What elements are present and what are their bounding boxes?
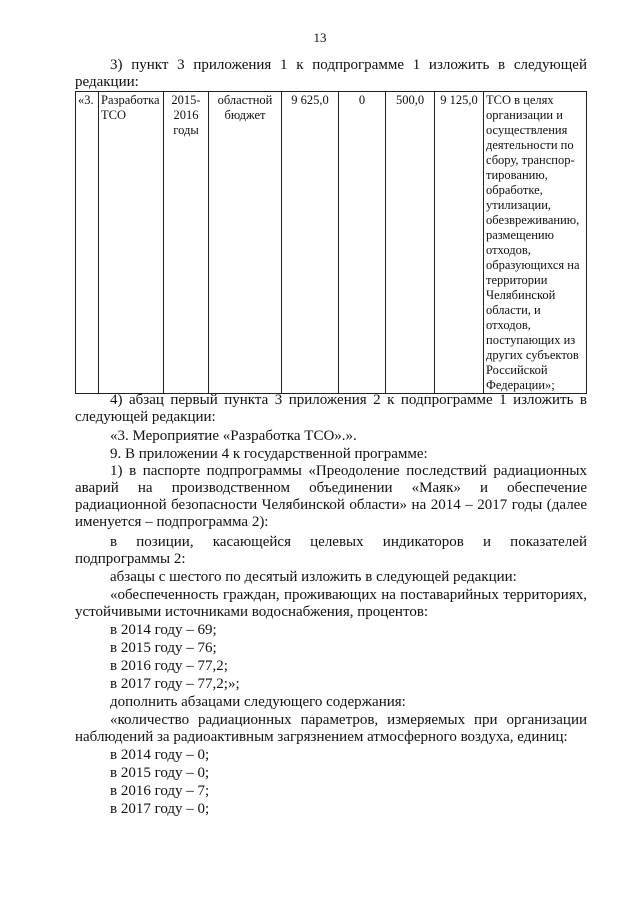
item-9-heading: 9. В приложении 4 к государственной программе: <box>110 446 428 462</box>
cell-years: 2015-2016 годы <box>164 92 209 394</box>
radiation-params-line-2: наблюдений за радиоактивным загрязнением атмосферного воздуха, единиц: <box>75 729 568 745</box>
add-paragraphs-instruction: дополнить абзацами следующего содержания: <box>110 694 406 710</box>
cell-number: «3. <box>76 92 99 394</box>
radiation-params-line-1: «количество радиационных параметров, измеряемых при организации <box>110 712 587 728</box>
cell-total: 9 625,0 <box>282 92 339 394</box>
item-9-1-line-3: радиационной безопасности Челябинской области» на 2014 – 2017 годы (далее <box>75 497 587 513</box>
item-3-line-2: редакции: <box>75 74 139 90</box>
water-2015: в 2015 году – 76; <box>110 640 217 656</box>
position-line-1: в позиции, касающейся целевых индикаторов и показателей <box>110 534 587 550</box>
item-9-1-line-1: 1) в паспорте подпрограммы «Преодоление последствий радиационных <box>110 463 587 479</box>
cell-2016: 9 125,0 <box>435 92 484 394</box>
item-4-line-2: следующей редакции: <box>75 409 216 425</box>
item-4-line-1: 4) абзац первый пункта 3 приложения 2 к подпрограмме 1 изложить в <box>110 392 587 408</box>
program-table <box>75 91 587 394</box>
item-9-1-line-4: именуется – подпрограмма 2): <box>75 514 269 530</box>
water-supply-line-1: «обеспеченность граждан, проживающих на поставарийных территориях, <box>110 587 587 603</box>
cell-activity-name: Разработка ТСО <box>99 92 164 394</box>
cell-2014: 0 <box>339 92 386 394</box>
water-2017: в 2017 году – 77,2;»; <box>110 676 240 692</box>
item-3-line-1: 3) пункт 3 приложения 1 к подпрограмме 1 изложить в следующей <box>110 57 587 73</box>
cell-2015: 500,0 <box>386 92 435 394</box>
item-9-1-line-2: аварий на производственном объединении «Маяк» и обеспечение <box>75 480 587 496</box>
paragraphs-instruction: абзацы с шестого по десятый изложить в следующей редакции: <box>110 569 517 585</box>
cell-purpose: ТСО в целях организации и осуществления деятельности по сбору, транспор-тированию, обработке, утилизации, обезвреживанию, размещению отходов, образующихся на территории Челябинской области, и отходов, поступающих из других субъектов Российской Федерации»; <box>484 92 587 394</box>
radiation-2016: в 2016 году – 7; <box>110 783 210 799</box>
cell-funding-source: областной бюджет <box>209 92 282 394</box>
radiation-2014: в 2014 году – 0; <box>110 747 210 763</box>
radiation-2017: в 2017 году – 0; <box>110 801 210 817</box>
item-4-quote: «3. Мероприятие «Разработка ТСО».». <box>110 428 357 444</box>
water-2016: в 2016 году – 77,2; <box>110 658 228 674</box>
water-2014: в 2014 году – 69; <box>110 622 217 638</box>
table-row <box>76 92 587 394</box>
position-line-2: подпрограммы 2: <box>75 551 186 567</box>
radiation-2015: в 2015 году – 0; <box>110 765 210 781</box>
page-number: 13 <box>313 30 327 45</box>
water-supply-line-2: устойчивыми источниками водоснабжения, процентов: <box>75 604 429 620</box>
